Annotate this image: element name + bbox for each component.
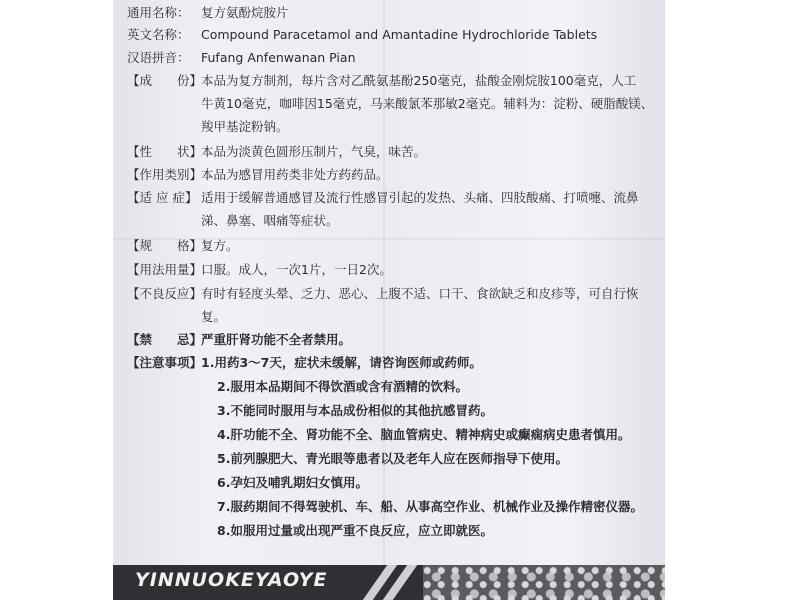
label-contraindications: 【禁 忌】	[127, 332, 203, 347]
footer-band	[113, 565, 665, 600]
label-indications: 【适 应 症】	[127, 190, 198, 205]
row-indications-cont	[127, 210, 339, 232]
label-precautions: 【注意事项】	[127, 355, 203, 370]
row-ingredients-cont	[127, 93, 653, 115]
precaution-item-8: 8.如服用过量或出现严重不良反应，应立即就医。	[217, 523, 493, 538]
label-adverse: 【不良反应】	[127, 286, 203, 301]
precaution-item-6: 6.孕妇及哺乳期妇女慎用。	[217, 475, 368, 490]
value-ingredients-1: 本品为复方制剂，每片含对乙酰氨基酚250毫克，盐酸金刚烷胺100毫克，人工	[201, 73, 637, 88]
value-specification: 复方。	[201, 238, 239, 253]
value-category: 本品为感冒用药类非处方药药品。	[201, 167, 389, 182]
value-description: 本品为淡黄色圆形压制片，气臭，味苦。	[201, 144, 427, 159]
precaution-item-1: 1.用药3～7天，症状未缓解，请咨询医师或药师。	[201, 355, 482, 370]
precaution-item-3: 3.不能同时服用与本品成份相似的其他抗感冒药。	[217, 403, 493, 418]
row-precautions	[127, 352, 482, 374]
value-english-name: Compound Paracetamol and Amantadine Hydrochloride Tablets	[201, 27, 598, 42]
row-english-name	[127, 24, 597, 46]
label-category: 【作用类别】	[127, 167, 203, 182]
row-specification	[127, 235, 239, 257]
value-pinyin: Fufang Anfenwanan Pian	[201, 50, 356, 65]
label-ingredients: 【成 份】	[127, 73, 203, 88]
precaution-item-5: 5.前列腺肥大、青光眼等患者以及老年人应在医师指导下使用。	[217, 451, 568, 466]
label-description: 【性 状】	[127, 144, 203, 159]
value-adverse-2: 复。	[201, 309, 227, 324]
value-ingredients-2: 牛黄10毫克，咖啡因15毫克，马来酸氯苯那敏2毫克。辅料为：淀粉、硬脂酸镁、	[201, 96, 654, 111]
precaution-item-2: 2.服用本品期间不得饮酒或含有酒精的饮料。	[217, 379, 468, 394]
row-pinyin	[127, 47, 356, 69]
value-indications-1: 适用于缓解普通感冒及流行性感冒引起的发热、头痛、四肢酸痛、打喷嚏、流鼻	[201, 190, 639, 205]
row-indications	[127, 187, 639, 209]
value-indications-2: 涕、鼻塞、咽痛等症状。	[201, 213, 339, 228]
footer-star-pattern	[423, 565, 665, 600]
row-contraindications	[127, 329, 351, 351]
value-ingredients-3: 羧甲基淀粉钠。	[201, 119, 289, 134]
row-dosage	[127, 259, 392, 281]
brand-wordmark: YINNUOKEYAOYE	[135, 569, 328, 591]
leaflet-paper	[113, 0, 665, 600]
value-adverse-1: 有时有轻度头晕、乏力、恶心、上腹不适、口干、食欲缺乏和皮疹等，可自行恢	[201, 286, 639, 301]
row-category	[127, 164, 389, 186]
precaution-item-7: 7.服药期间不得驾驶机、车、船、从事高空作业、机械作业及操作精密仪器。	[217, 499, 643, 514]
row-adverse-cont	[127, 306, 226, 328]
value-dosage: 口服。成人，一次1片，一日2次。	[201, 262, 392, 277]
row-adverse	[127, 283, 639, 305]
precaution-item-4: 4.肝功能不全、肾功能不全、脑血管病史、精神病史或癫痫病史患者慎用。	[217, 427, 631, 442]
row-ingredients-cont2	[127, 116, 289, 138]
row-description	[127, 141, 426, 163]
label-english-name: 英文名称：	[127, 27, 190, 42]
value-contraindications: 严重肝肾功能不全者禁用。	[201, 332, 352, 347]
value-generic-name: 复方氨酚烷胺片	[201, 5, 289, 20]
label-specification: 【规 格】	[127, 238, 203, 253]
label-dosage: 【用法用量】	[127, 262, 203, 277]
row-generic-name	[127, 2, 289, 24]
label-generic-name: 通用名称：	[127, 5, 190, 20]
label-pinyin: 汉语拼音：	[127, 50, 190, 65]
row-ingredients	[127, 70, 636, 92]
